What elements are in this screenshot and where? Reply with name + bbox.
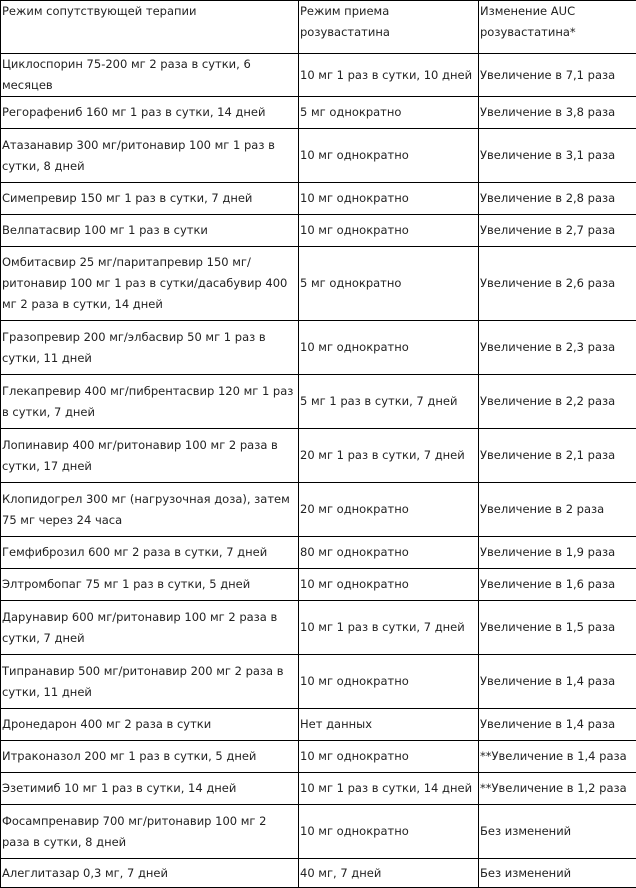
- cell-therapy: Омбитасвир 25 мг/паритапревир 150 мг/ритонавир 100 мг 1 раз в сутки/дасабувир 400 мг 2 раза в сутки, 14 дней: [1, 247, 299, 321]
- cell-regimen: 10 мг 1 раз в сутки, 10 дней: [299, 54, 479, 97]
- cell-auc-change: Увеличение в 1,4 раза: [479, 709, 636, 741]
- header-concomitant-therapy: Режим сопутствующей терапии: [1, 1, 299, 54]
- cell-regimen: 10 мг 1 раз в сутки, 14 дней: [299, 773, 479, 805]
- table-row: [1, 375, 636, 429]
- cell-therapy: Велпатасвир 100 мг 1 раз в сутки: [1, 215, 299, 247]
- cell-therapy: Фосампренавир 700 мг/ритонавир 100 мг 2 раза в сутки, 8 дней: [1, 805, 299, 859]
- table-row: [1, 805, 636, 859]
- cell-therapy: Гемфиброзил 600 мг 2 раза в сутки, 7 дней: [1, 537, 299, 569]
- table-row: [1, 569, 636, 601]
- table-row: [1, 321, 636, 375]
- table-header-row: [1, 1, 636, 54]
- cell-regimen: 20 мг однократно: [299, 483, 479, 537]
- cell-therapy: Лопинавир 400 мг/ритонавир 100 мг 2 раза в сутки, 17 дней: [1, 429, 299, 483]
- cell-therapy: Глекапревир 400 мг/пибрентасвир 120 мг 1 раз в сутки, 7 дней: [1, 375, 299, 429]
- cell-auc-change: Увеличение в 2,6 раза: [479, 247, 636, 321]
- cell-regimen: 10 мг однократно: [299, 655, 479, 709]
- cell-therapy: Дронедарон 400 мг 2 раза в сутки: [1, 709, 299, 741]
- cell-regimen: 10 мг однократно: [299, 805, 479, 859]
- table-row: [1, 247, 636, 321]
- cell-auc-change: Увеличение в 2 раза: [479, 483, 636, 537]
- cell-regimen: 80 мг однократно: [299, 537, 479, 569]
- cell-regimen: 10 мг 1 раз в сутки, 7 дней: [299, 601, 479, 655]
- cell-auc-change: Увеличение в 1,9 раза: [479, 537, 636, 569]
- cell-auc-change: **Увеличение в 1,2 раза: [479, 773, 636, 805]
- cell-therapy: Алеглитазар 0,3 мг, 7 дней: [1, 859, 299, 888]
- cell-regimen: 10 мг однократно: [299, 215, 479, 247]
- cell-therapy: Атазанавир 300 мг/ритонавир 100 мг 1 раз в сутки, 8 дней: [1, 129, 299, 183]
- cell-regimen: 20 мг 1 раз в сутки, 7 дней: [299, 429, 479, 483]
- cell-regimen: 40 мг, 7 дней: [299, 859, 479, 888]
- header-auc-change: Изменение AUC розувастатина*: [479, 1, 636, 54]
- table-row: [1, 54, 636, 97]
- cell-auc-change: Увеличение в 1,6 раза: [479, 569, 636, 601]
- cell-regimen: 5 мг 1 раз в сутки, 7 дней: [299, 375, 479, 429]
- table-row: [1, 601, 636, 655]
- cell-auc-change: Увеличение в 2,7 раза: [479, 215, 636, 247]
- cell-auc-change: Увеличение в 2,1 раза: [479, 429, 636, 483]
- table-row: [1, 709, 636, 741]
- table-row: [1, 183, 636, 215]
- cell-regimen: 10 мг однократно: [299, 569, 479, 601]
- table-row: [1, 741, 636, 773]
- cell-therapy: Эзетимиб 10 мг 1 раз в сутки, 14 дней: [1, 773, 299, 805]
- cell-auc-change: Увеличение в 1,5 раза: [479, 601, 636, 655]
- header-rosuvastatin-regimen: Режим приема розувастатина: [299, 1, 479, 54]
- table-row: [1, 859, 636, 888]
- cell-auc-change: Без изменений: [479, 805, 636, 859]
- cell-therapy: Дарунавир 600 мг/ритонавир 100 мг 2 раза в сутки, 7 дней: [1, 601, 299, 655]
- cell-auc-change: Увеличение в 3,1 раза: [479, 129, 636, 183]
- table-row: [1, 773, 636, 805]
- cell-therapy: Циклоспорин 75-200 мг 2 раза в сутки, 6 месяцев: [1, 54, 299, 97]
- table-row: [1, 129, 636, 183]
- cell-regimen: 10 мг однократно: [299, 321, 479, 375]
- cell-regimen: 10 мг однократно: [299, 183, 479, 215]
- cell-auc-change: Увеличение в 7,1 раза: [479, 54, 636, 97]
- cell-therapy: Элтромбопаг 75 мг 1 раз в сутки, 5 дней: [1, 569, 299, 601]
- cell-therapy: Симепревир 150 мг 1 раз в сутки, 7 дней: [1, 183, 299, 215]
- cell-therapy: Гразопревир 200 мг/элбасвир 50 мг 1 раз в сутки, 11 дней: [1, 321, 299, 375]
- table-row: [1, 429, 636, 483]
- cell-regimen: 10 мг однократно: [299, 741, 479, 773]
- cell-auc-change: Без изменений: [479, 859, 636, 888]
- cell-auc-change: Увеличение в 2,3 раза: [479, 321, 636, 375]
- cell-auc-change: Увеличение в 1,4 раза: [479, 655, 636, 709]
- cell-therapy: Регорафениб 160 мг 1 раз в сутки, 14 дней: [1, 97, 299, 129]
- table-row: [1, 215, 636, 247]
- table-row: [1, 483, 636, 537]
- table-row: [1, 655, 636, 709]
- cell-auc-change: Увеличение в 2,2 раза: [479, 375, 636, 429]
- cell-regimen: 5 мг однократно: [299, 247, 479, 321]
- cell-regimen: Нет данных: [299, 709, 479, 741]
- cell-therapy: Клопидогрел 300 мг (нагрузочная доза), затем 75 мг через 24 часа: [1, 483, 299, 537]
- cell-auc-change: Увеличение в 2,8 раза: [479, 183, 636, 215]
- table-row: [1, 537, 636, 569]
- cell-auc-change: **Увеличение в 1,4 раза: [479, 741, 636, 773]
- cell-regimen: 10 мг однократно: [299, 129, 479, 183]
- cell-therapy: Итраконазол 200 мг 1 раз в сутки, 5 дней: [1, 741, 299, 773]
- table-row: [1, 97, 636, 129]
- cell-therapy: Типранавир 500 мг/ритонавир 200 мг 2 раза в сутки, 11 дней: [1, 655, 299, 709]
- cell-auc-change: Увеличение в 3,8 раза: [479, 97, 636, 129]
- cell-regimen: 5 мг однократно: [299, 97, 479, 129]
